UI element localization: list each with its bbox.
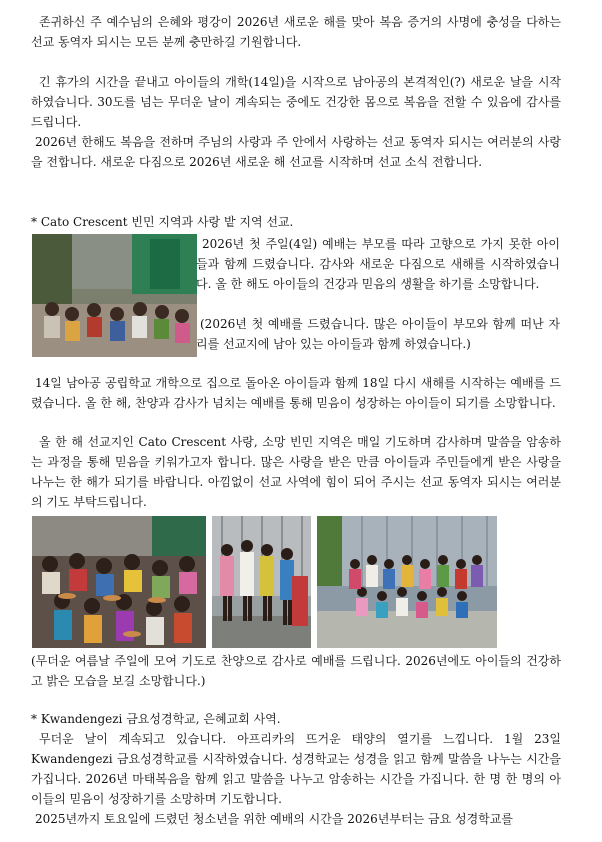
section2-paragraph-1: 무더운 날이 계속되고 있습니다. 아프리카의 뜨거운 태양의 열기를 느낍니다. 1월 23일 Kwandengezi 금요성경학교를 시작하였습니다. 성경학교는 성경을 읽고 함께 말씀을 나누는 시간을 가집니다. 2026년 마태복음을 함께 읽고 말씀을 나누고 암송하는 시간을 가집니다. 한 명 한 명의 아이들의 믿음이 성장하기를 소망하며 기도합니다. [31,732,561,806]
section1-paragraph-4: 14일 남아공 공립학교 개학으로 집으로 돌아온 아이들과 함께 18일 다시 새해를 시작하는 예배를 드렸습니다. 올 한 해, 찬양과 감사가 넘치는 예배를 통해 믿음이 성장하는 아이들이 되기를 소망합니다. [31,376,561,410]
section1-worship-text: 2026년 첫 주일(4일) 예배는 부모를 따라 고향으로 가지 못한 아이들과 함께 드렸습니다. 감사와 새로운 다짐으로 새해를 시작하였습니다. 올 한 해도 아이들의 건강과 믿음의 생활을 하기를 소망합니다. [196,237,560,291]
section2-paragraph-2: 2025년까지 토요일에 드렸던 청소년을 위한 예배의 시간을 2026년부터는 금요 성경학교를 [35,812,513,826]
section-heading-cato-crescent: * Cato Crescent 빈민 지역과 사랑 밭 지역 선교. [31,215,294,229]
children-eating-group-photo [32,516,206,648]
children-group-in-courtyard-photo [317,516,497,648]
children-sitting-outdoors-photo [32,234,197,357]
intro-paragraph-1: 존귀하신 주 예수님의 은혜와 평강이 2026년 새로운 해를 맞아 복음 증거의 사명에 충성을 다하는 선교 동역자 되시는 모든 분께 충만하길 기원합니다. [31,15,561,49]
section1-paragraph-5: 올 한 해 선교지인 Cato Crescent 사랑, 소망 빈민 지역은 매일 기도하며 감사하며 말씀을 암송하는 과정을 통해 믿음을 키워가고자 합니다. 많은 사랑을 받은 만큼 아이들과 주민들에게 받은 사랑을 나누는 한 해가 되기를 바랍니다. 아낌없이 선교 사역에 힘이 되어 주시는 선교 동역자 되시는 여러분의 기도 부탁드립니다. [31,435,561,509]
section1-photo-caption: (2026년 첫 예배를 드렸습니다. 많은 아이들이 부모와 함께 떠난 자리를 선교지에 남아 있는 아이들과 함께 하였습니다.) [196,317,560,351]
intro-paragraph-3: 2026년 한해도 복음을 전하며 주님의 사랑과 주 안에서 사랑하는 선교 동역자 되시는 여러분의 사랑을 전합니다. 새로운 다짐으로 2026년 새로운 해 선교를 시작하며 선교 소식 전합니다. [31,135,561,169]
section-heading-kwandengezi: * Kwandengezi 금요성경학교, 은혜교회 사역. [31,712,281,726]
children-standing-by-shack-photo [212,516,311,648]
photo-row-caption: (무더운 여름날 주일에 모여 기도로 찬양으로 감사로 예배를 드립니다. 2026년에도 아이들의 건강하고 밝은 모습을 보길 소망합니다.) [31,654,561,688]
intro-paragraph-2: 긴 휴가의 시간을 끝내고 아이들의 개학(14일)을 시작으로 남아공의 본격적인(?) 새로운 날을 시작하였습니다. 30도를 넘는 무더운 날이 계속되는 중에도 건강한 몸으로 복음을 전할 수 있음에 감사를 드립니다. [31,75,561,129]
